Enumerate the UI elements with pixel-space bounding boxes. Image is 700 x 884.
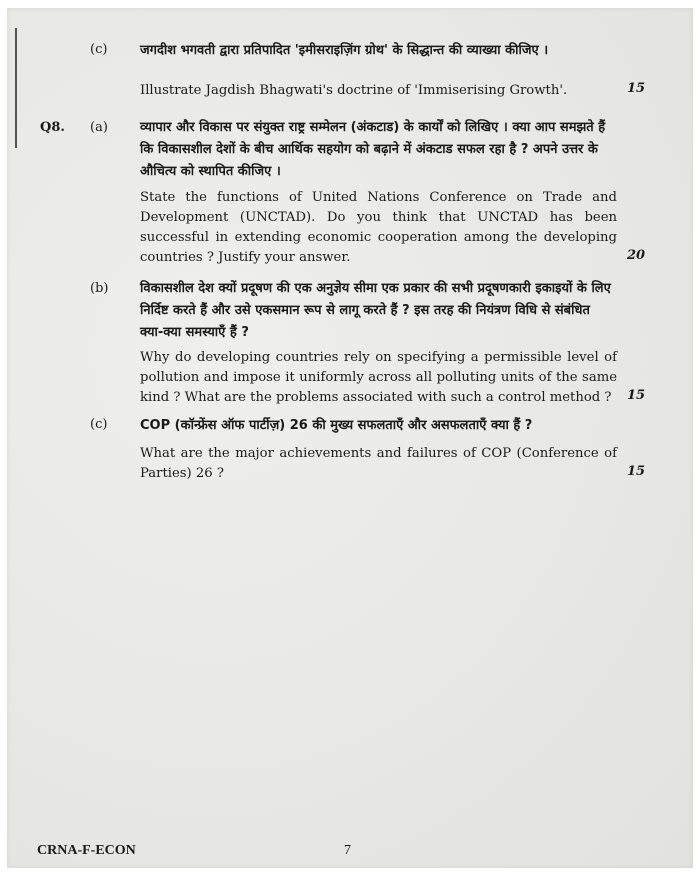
- scan-edge-shadow: [15, 28, 17, 148]
- question-hindi-text: विकासशील देश क्यों प्रदूषण की एक अनुज्ञेय सीमा एक प्रकार की सभी प्रदूषणकारी इकाइयों के लिए निर्दिष्ट करते हैं और उसे एकसमान रूप से लागू करते हैं ? इस तरह की नियंत्रण विधि से संबंधित क्या-क्या समस्याएँ हैं ?: [140, 281, 611, 340]
- marks: 15: [627, 81, 646, 96]
- question-hindi-text: COP (कॉन्फ्रेंस ऑफ पार्टीज़) 26 की मुख्य सफलताएँ और असफलताएँ क्या हैं ?: [140, 418, 533, 433]
- part-label: (a): [90, 120, 108, 135]
- question-english-text: What are the major achievements and failures of COP (Conference of Parties) 26 ?: [140, 446, 617, 481]
- marks: 15: [627, 464, 646, 479]
- marks: 20: [627, 248, 646, 263]
- exam-page: [7, 8, 693, 868]
- part-label: (b): [90, 281, 109, 296]
- question-english-text: Why do developing countries rely on specifying a permissible level of pollution and impose it uniformly across all polluting units of the same kind ? What are the problems associated with such a control method ?: [140, 350, 617, 405]
- question-hindi-text: जगदीश भगवती द्वारा प्रतिपादित 'इमीसराइज़िंग ग्रोथ' के सिद्धान्त की व्याख्या कीजिए ।: [140, 43, 549, 58]
- question-english-text: State the functions of United Nations Conference on Trade and Development (UNCTAD). Do you think that UNCTAD has been successful in extending economic cooperation among the developing countries ? Justify your answer.: [140, 190, 617, 265]
- marks: 15: [627, 388, 646, 403]
- question-english-text: Illustrate Jagdish Bhagwati's doctrine of 'Immiserising Growth'.: [140, 83, 568, 98]
- part-label: (c): [90, 417, 108, 432]
- page-number: 7: [344, 843, 351, 858]
- paper-code: CRNA-F-ECON: [37, 843, 136, 858]
- question-number: Q8.: [40, 120, 65, 135]
- part-label: (c): [90, 42, 108, 57]
- question-hindi-text: व्यापार और विकास पर संयुक्त राष्ट्र सम्मेलन (अंकटाड) के कार्यों को लिखिए । क्या आप समझते हैं कि विकासशील देशों के बीच आर्थिक सहयोग को बढ़ाने में अंकटाड सफल रहा है ? अपने उत्तर के औचित्य को स्थापित कीजिए ।: [140, 120, 606, 179]
